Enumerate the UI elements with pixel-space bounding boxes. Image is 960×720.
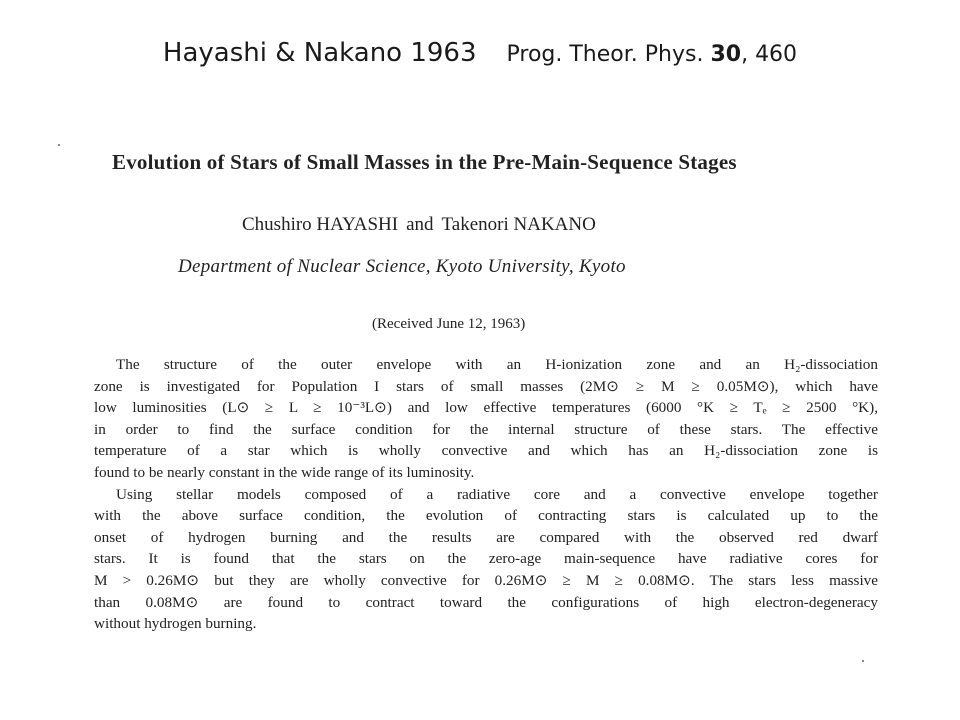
abstract-paragraph-1	[94, 354, 878, 484]
slide-title	[0, 38, 960, 68]
abstract	[94, 354, 878, 635]
abstract-line: M > 0.26M⊙ but they are wholly convective for 0.26M⊙ ≥ M ≥ 0.08M⊙. The stars less massive	[94, 571, 878, 589]
scan-speck	[862, 660, 864, 662]
abstract-line: temperature of a star which is wholly convective and which has an H₂-dissociation zone is	[94, 442, 878, 460]
abstract-line: found to be nearly constant in the wide range of its luminosity.	[94, 463, 475, 481]
scanned-paper-excerpt	[82, 130, 882, 690]
paper-title: Evolution of Stars of Small Masses in the Pre-Main-Sequence Stages	[112, 150, 737, 174]
slide-title-main: Hayashi & Nakano 1963	[162, 38, 477, 68]
abstract-line: with the above surface condition, the evolution of contracting stars is calculated up to the	[94, 507, 878, 525]
abstract-line: stars. It is found that the stars on the zero-age main-sequence have radiative cores for	[94, 550, 878, 568]
journal-volume: 30	[710, 42, 742, 67]
journal-pages: , 460	[741, 42, 798, 67]
abstract-line: Using stellar models composed of a radiative core and a convective envelope together	[116, 485, 878, 503]
paper-affiliation: Department of Nuclear Science, Kyoto University, Kyoto	[178, 256, 626, 277]
author-conjunction: and	[406, 214, 434, 235]
journal-name: Prog. Theor. Phys.	[506, 42, 704, 67]
abstract-line: zone is investigated for Population I stars of small masses (2M⊙ ≥ M ≥ 0.05M⊙), which have	[94, 377, 878, 395]
abstract-paragraph-2	[94, 484, 878, 635]
abstract-line: than 0.08M⊙ are found to contract toward the configurations of high electron-degeneracy	[94, 593, 878, 611]
abstract-line: The structure of the outer envelope with an H-ionization zone and an H₂-dissociation	[116, 356, 878, 373]
abstract-line: low luminosities (L⊙ ≥ L ≥ 10⁻³L⊙) and low effective temperatures (6000 °K ≥ Tₑ ≥ 2500 °K),	[94, 399, 878, 417]
received-date: (Received June 12, 1963)	[372, 316, 526, 332]
author-2: Takenori NAKANO	[441, 214, 596, 235]
author-1: Chushiro HAYASHI	[242, 214, 399, 235]
abstract-line: in order to find the surface condition for the internal structure of these stars. The effective	[94, 420, 878, 438]
scan-speck	[58, 144, 60, 146]
journal-reference	[507, 42, 798, 67]
paper-authors	[242, 214, 596, 236]
abstract-line: onset of hydrogen burning and the results are compared with the observed red dwarf	[94, 528, 878, 546]
abstract-line: without hydrogen burning.	[94, 615, 257, 633]
